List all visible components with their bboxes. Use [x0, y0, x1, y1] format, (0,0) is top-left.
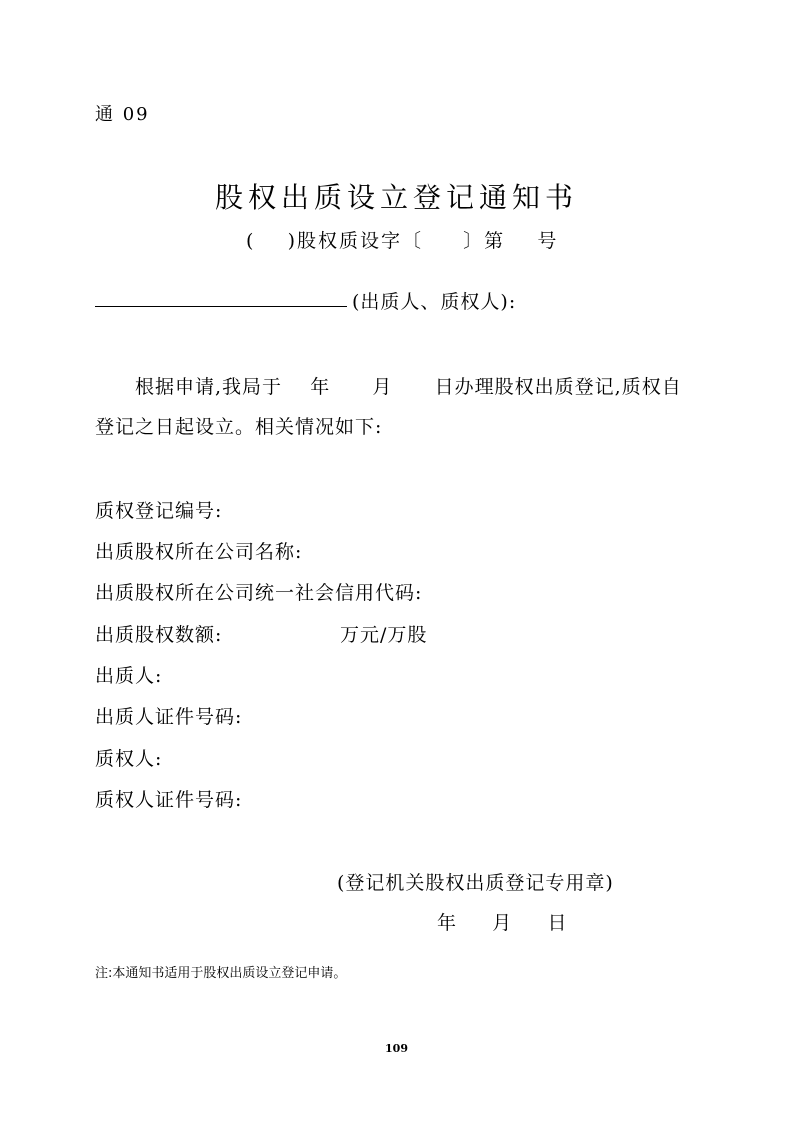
document-title: 股权出质设立登记通知书: [214, 181, 578, 214]
field-pledgee-id: 质权人证件号码:: [95, 789, 243, 811]
date-line: 年 月 日: [437, 912, 567, 934]
field-pledgor: 出质人:: [95, 665, 163, 687]
body-paragraph-line-1: 根据申请,我局于 年 月 日办理股权出质登记,质权自: [135, 376, 682, 398]
body-paragraph-line-2: 登记之日起设立。相关情况如下:: [95, 416, 383, 438]
field-company-name: 出质股权所在公司名称:: [95, 541, 303, 563]
field-credit-code: 出质股权所在公司统一社会信用代码:: [95, 582, 423, 604]
field-registration-number: 质权登记编号:: [95, 500, 223, 522]
addressee-label: (出质人、质权人):: [352, 291, 517, 313]
page-number: 109: [385, 1042, 408, 1055]
field-pledgor-id: 出质人证件号码:: [95, 706, 243, 728]
footnote: 注:本通知书适用于股权出质设立登记申请。: [95, 966, 347, 981]
field-pledged-amount: 出质股权数额:: [95, 624, 223, 646]
field-pledgee: 质权人:: [95, 748, 163, 770]
addressee-underline: [95, 306, 347, 307]
seal-text: (登记机关股权出质登记专用章): [337, 872, 614, 894]
field-amount-unit: 万元/万股: [340, 624, 428, 646]
document-number: ( )股权质设字〔 〕第 号: [246, 230, 559, 252]
form-code: 通 09: [95, 104, 150, 125]
